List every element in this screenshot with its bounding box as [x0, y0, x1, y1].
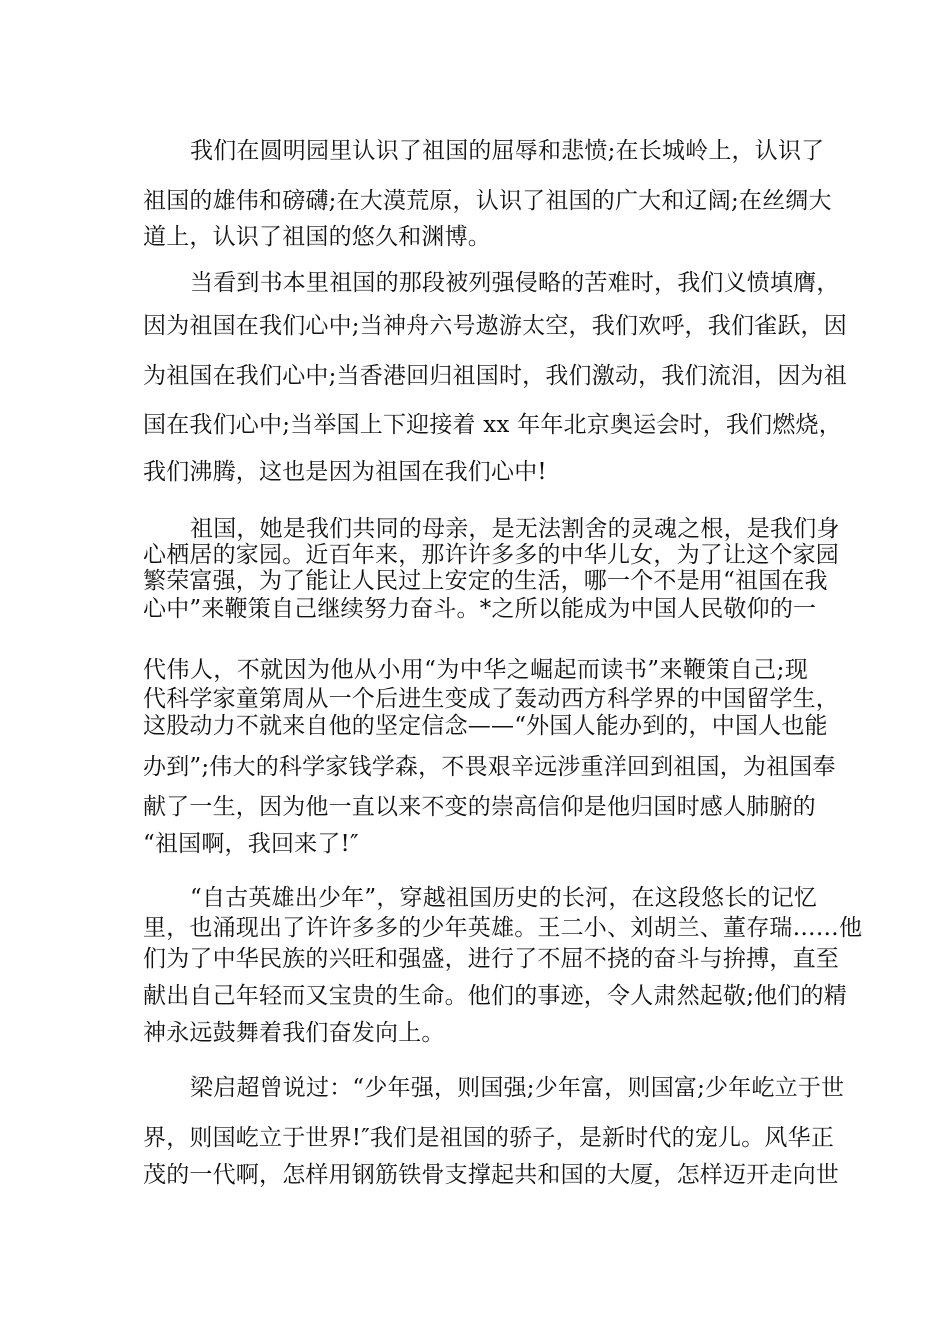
paragraph-4-line-2: 里，也涌现出了许许多多的少年英雄。王二小、刘胡兰、董存瑞……他	[143, 915, 863, 941]
paragraph-1-line-2: 祖国的雄伟和磅礴;在大漠荒原，认识了祖国的广大和辽阔;在丝绸大	[143, 188, 832, 214]
paragraph-3-line-5: 代伟人，不就因为他从小用“为中华之崛起而读书”来鞭策自己;现	[143, 657, 808, 683]
paragraph-1-line-1: 我们在圆明园里认识了祖国的屈辱和悲愤;在长城岭上，认识了	[190, 138, 825, 164]
paragraph-1-line-3: 道上，认识了祖国的悠久和渊博。	[143, 224, 491, 250]
paragraph-4-line-5: 神永远鼓舞着我们奋发向上。	[143, 1020, 445, 1046]
paragraph-2-line-3: 为祖国在我们心中;当香港回归祖国时，我们激动，我们流泪，因为祖	[143, 363, 847, 389]
paragraph-2-line-1: 当看到书本里祖国的那段被列强侵略的苦难时，我们义愤填膺，	[190, 270, 840, 296]
paragraph-3-line-4: 心中”来鞭策自己继续努力奋斗。*之所以能成为中国人民敬仰的一	[143, 596, 817, 622]
paragraph-5-line-3: 茂的一代啊，怎样用钢筋铁骨支撑起共和国的大厦，怎样迈开走向世	[143, 1162, 839, 1188]
paragraph-2-line-5: 我们沸腾，这也是因为祖国在我们心中!	[143, 459, 547, 485]
paragraph-3-line-6: 代科学家童第周从一个后进生变成了轰动西方科学界的中国留学生，	[143, 686, 839, 712]
paragraph-4-line-3: 们为了中华民族的兴旺和强盛，进行了不屈不挠的奋斗与拚搏，直至	[143, 946, 839, 972]
paragraph-3-line-3: 繁荣富强，为了能让人民过上安定的生活，哪一个不是用“祖国在我	[143, 568, 828, 594]
paragraph-5-line-2: 界，则国屹立于世界!″我们是祖国的骄子，是新时代的宠儿。风华正	[143, 1125, 835, 1151]
paragraph-4-line-1: “自古英雄出少年”，穿越祖国历史的长河，在这段悠长的记忆	[190, 885, 818, 911]
paragraph-3-line-10: “祖国啊，我回来了!″	[143, 831, 359, 857]
paragraph-2-line-2: 因为祖国在我们心中;当神舟六号遨游太空，我们欢呼，我们雀跃，因	[143, 313, 847, 339]
paragraph-4-line-4: 献出自己年轻而又宝贵的生命。他们的事迹，令人肃然起敬;他们的精	[143, 983, 847, 1009]
paragraph-5-line-1: 梁启超曾说过：“少年强，则国强;少年富，则国富;少年屹立于世	[190, 1075, 845, 1101]
paragraph-3-line-2: 心栖居的家园。近百年来，那许许多多的中华儿女，为了让这个家园	[143, 542, 839, 568]
paragraph-3-line-8: 办到”;伟大的科学家钱学森，不畏艰辛远涉重洋回到祖国，为祖国奉	[143, 754, 836, 780]
paragraph-3-line-1: 祖国，她是我们共同的母亲，是无法割舍的灵魂之根，是我们身	[190, 516, 840, 542]
paragraph-3-line-9: 献了一生，因为他一直以来不变的崇高信仰是他归国时感人肺腑的	[143, 794, 816, 820]
paragraph-3-line-7: 这股动力不就来自他的坚定信念——“外国人能办到的，中国人也能	[143, 713, 828, 739]
paragraph-2-line-4: 国在我们心中;当举国上下迎接着 xx 年年北京奥运会时，我们燃烧，	[143, 412, 842, 438]
